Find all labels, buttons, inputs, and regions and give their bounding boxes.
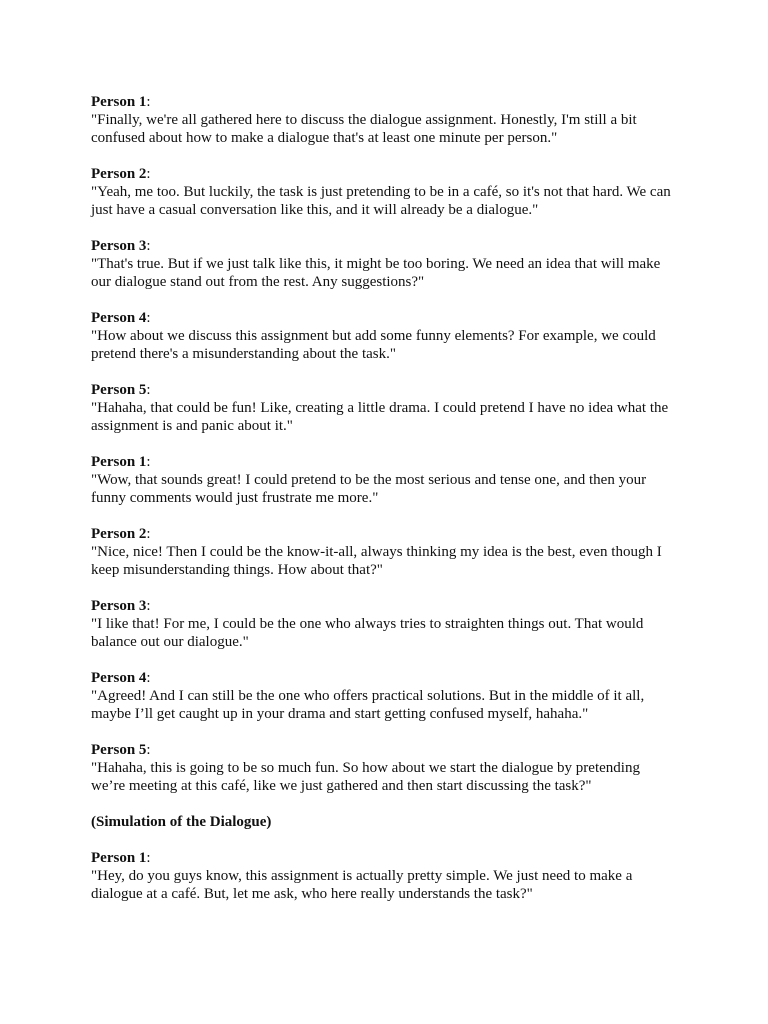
speaker-name: Person 5 (91, 742, 147, 758)
speaker-label (91, 237, 691, 255)
dialogue-entry (91, 849, 691, 903)
dialogue-line: our dialogue stand out from the rest. Any suggestions?" (91, 274, 425, 290)
dialogue-line: "Agreed! And I can still be the one who offers practical solutions. But in the middle of it all, (91, 688, 645, 704)
speaker-label (91, 165, 691, 183)
dialogue-entry (91, 741, 691, 795)
speaker-label (91, 741, 691, 759)
dialogue-entry (91, 525, 691, 579)
speaker-colon: : (146, 526, 151, 542)
dialogue-line: "Nice, nice! Then I could be the know-it-all, always thinking my idea is the best, even though I (91, 544, 662, 560)
dialogue-line: assignment is and panic about it." (91, 418, 293, 434)
dialogue-line: funny comments would just frustrate me more." (91, 490, 379, 506)
dialogue-line: we’re meeting at this café, like we just gathered and then start discussing the task?" (91, 778, 592, 794)
dialogue-line: balance out our dialogue." (91, 634, 249, 650)
dialogue-line: dialogue at a café. But, let me ask, who here really understands the task?" (91, 886, 533, 902)
speaker-colon: : (146, 598, 151, 614)
speaker-name: Person 1 (91, 850, 147, 866)
speaker-colon: : (146, 742, 151, 758)
dialogue-line: just have a casual conversation like this, and it will already be a dialogue." (91, 202, 539, 218)
speaker-name: Person 4 (91, 310, 147, 326)
speaker-label (91, 93, 691, 111)
speaker-name: Person 2 (91, 166, 147, 182)
dialogue-line: "That's true. But if we just talk like this, it might be too boring. We need an idea that will make (91, 256, 661, 272)
dialogue-line: "I like that! For me, I could be the one who always tries to straighten things out. That would (91, 616, 644, 632)
section-heading: (Simulation of the Dialogue) (91, 814, 272, 830)
speaker-name: Person 5 (91, 382, 147, 398)
dialogue-entry (91, 165, 691, 219)
speaker-colon: : (146, 238, 151, 254)
document-page (91, 93, 691, 921)
speaker-colon: : (146, 166, 151, 182)
speaker-name: Person 4 (91, 670, 147, 686)
speaker-name: Person 1 (91, 454, 147, 470)
dialogue-line: pretend there's a misunderstanding about the task." (91, 346, 396, 362)
speaker-colon: : (146, 850, 151, 866)
speaker-label (91, 381, 691, 399)
speaker-colon: : (146, 94, 151, 110)
dialogue-line: "Wow, that sounds great! I could pretend to be the most serious and tense one, and then your (91, 472, 647, 488)
dialogue-entry (91, 309, 691, 363)
speaker-colon: : (146, 310, 151, 326)
dialogue-line: "Hahaha, that could be fun! Like, creating a little drama. I could pretend I have no idea what the (91, 400, 669, 416)
speaker-name: Person 1 (91, 94, 147, 110)
dialogue-line: keep misunderstanding things. How about that?" (91, 562, 383, 578)
speaker-label (91, 309, 691, 327)
dialogue-entry (91, 381, 691, 435)
dialogue-entry (91, 669, 691, 723)
speaker-name: Person 2 (91, 526, 147, 542)
dialogue-line: confused about how to make a dialogue that's at least one minute per person." (91, 130, 558, 146)
speaker-label (91, 597, 691, 615)
dialogue-line: "How about we discuss this assignment but add some funny elements? For example, we could (91, 328, 656, 344)
dialogue-entry (91, 93, 691, 147)
speaker-colon: : (146, 670, 151, 686)
speaker-label (91, 669, 691, 687)
dialogue-line: "Hahaha, this is going to be so much fun. So how about we start the dialogue by pretending (91, 760, 640, 776)
speaker-colon: : (146, 382, 151, 398)
speaker-label (91, 849, 691, 867)
dialogue-line: "Finally, we're all gathered here to discuss the dialogue assignment. Honestly, I'm still a bit (91, 112, 637, 128)
dialogue-line: maybe I’ll get caught up in your drama and start getting confused myself, hahaha." (91, 706, 589, 722)
dialogue-line: "Yeah, me too. But luckily, the task is just pretending to be in a café, so it's not that hard. We can (91, 184, 671, 200)
speaker-label (91, 525, 691, 543)
speaker-colon: : (146, 454, 151, 470)
speaker-label (91, 453, 691, 471)
dialogue-entry (91, 237, 691, 291)
dialogue-entry (91, 453, 691, 507)
dialogue-entry (91, 597, 691, 651)
speaker-name: Person 3 (91, 238, 147, 254)
speaker-name: Person 3 (91, 598, 147, 614)
dialogue-line: "Hey, do you guys know, this assignment is actually pretty simple. We just need to make a (91, 868, 633, 884)
